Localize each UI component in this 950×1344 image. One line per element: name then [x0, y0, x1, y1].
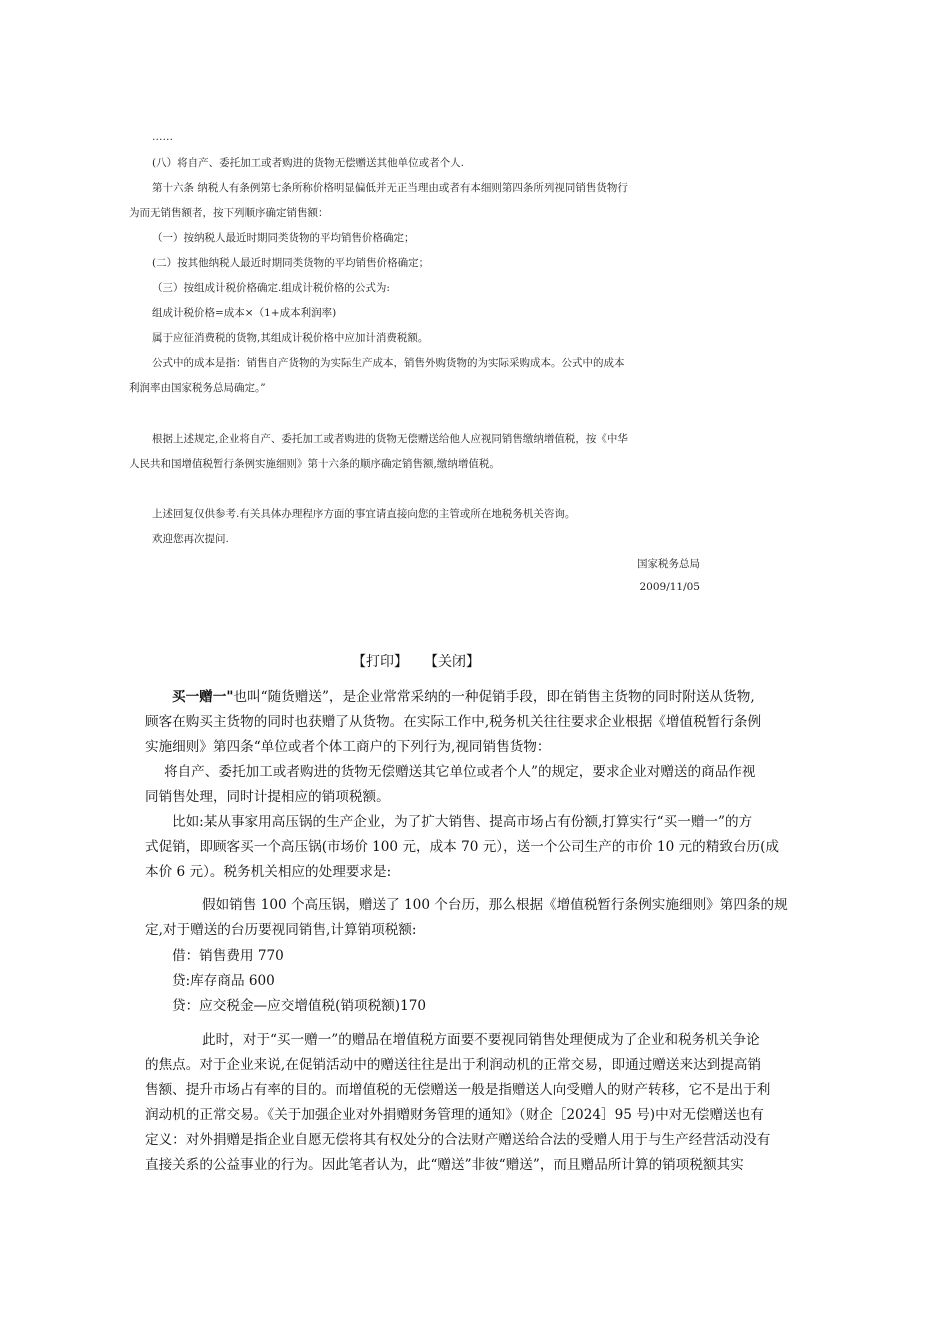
article-line: 定义：对外捐赠是指企业自愿无偿将其有权处分的合法财产赠送给合法的受赠人用于与生产经营活动没有: [145, 1132, 771, 1148]
notice-line: (八）将自产、委托加工或者购进的货物无偿赠送其他单位或者个人.: [152, 157, 464, 169]
print-link[interactable]: 【打印】: [352, 654, 408, 670]
notice-line: 为而无销售额者，按下列顺序确定销售额：: [129, 207, 329, 219]
notice-line: 欢迎您再次提问.: [152, 533, 229, 545]
article-intro-bold: 买一赠一": [172, 689, 234, 705]
article-line: 直接关系的公益事业的行为。因此笔者认为，此“赠送”非彼“赠送”，而且赠品所计算的销项税额其实: [145, 1157, 744, 1173]
close-link[interactable]: 【关闭】: [424, 654, 480, 670]
notice-line: （三）按组成计税价格确定.组成计税价格的公式为:: [152, 282, 390, 294]
notice-line: 上述回复仅供参考.有关具体办理程序方面的事宜请直接向您的主管或所在地税务机关咨询。: [152, 508, 576, 520]
article-line: 假如销售 100 个高压锅，赠送了 100 个台历，那么根据《增值税暂行条例实施细则》第四条的规: [202, 897, 788, 913]
journal-entry-debit: 借：销售费用 770: [172, 948, 284, 964]
article-line: 定,对于赠送的台历要视同销售,计算销项税额:: [145, 922, 417, 938]
notice-line: 根据上述规定,企业将自产、委托加工或者购进的货物无偿赠送给他人应视同销售缴纳增值税，按《中华: [152, 433, 628, 445]
article-line: 此时，对于“买一赠一”的赠品在增值税方面要不要视同销售处理便成为了企业和税务机关争论: [202, 1032, 760, 1048]
print-close-toolbar: [352, 651, 480, 671]
notice-line: 属于应征消费税的货物,其组成计税价格中应加计消费税额。: [152, 332, 429, 344]
article-intro: [172, 685, 755, 705]
article-line: 润动机的正常交易。《关于加强企业对外捐赠财务管理的通知》（财企［2024］95 号)中对无偿赠送也有: [145, 1107, 764, 1123]
article-line: 本价 6 元）。税务机关相应的处理要求是:: [145, 864, 392, 880]
notice-line: ……: [152, 131, 173, 143]
article-line: 将自产、委托加工或者购进的货物无偿赠送其它单位或者个人”的规定，要求企业对赠送的商品作视: [164, 764, 756, 780]
notice-line: 利润率由国家税务总局确定。”: [129, 382, 266, 394]
notice-line: (二）按其他纳税人最近时期同类货物的平均销售价格确定；: [152, 257, 430, 269]
article-line: 的焦点。对于企业来说,在促销活动中的赠送往往是出于利润动机的正常交易，即通过赠送来达到提高销: [145, 1057, 762, 1073]
article-line: 实施细则》第四条“单位或者个体工商户的下列行为,视同销售货物：: [145, 739, 551, 755]
notice-line: 第十六条 纳税人有条例第七条所称价格明显偏低并无正当理由或者有本细则第四条所列视同销售货物行: [152, 182, 628, 194]
journal-entry-credit: 贷:库存商品 600: [172, 973, 275, 989]
article-intro-text: 也叫“随货赠送”，是企业常常采纳的一种促销手段，即在销售主货物的同时附送从货物,: [233, 689, 755, 705]
article-line: 售额、提升市场占有率的目的。而增值税的无偿赠送一般是指赠送人向受赠人的财产转移，它不是出于利: [145, 1082, 771, 1098]
notice-date: 2009/11/05: [639, 581, 700, 593]
notice-line: 人民共和国增值税暂行条例实施细则》第十六条的顺序确定销售额,缴纳增值税。: [129, 458, 500, 470]
notice-signature: 国家税务总局: [637, 558, 700, 570]
journal-entry-credit: 贷：应交税金—应交增值税(销项税额)170: [172, 998, 427, 1014]
article-line: 顾客在购买主货物的同时也获赠了从货物。在实际工作中,税务机关往往要求企业根据《增值税暂行条例: [145, 714, 762, 730]
article-line: 比如:某从事家用高压锅的生产企业，为了扩大销售、提高市场占有份额,打算实行“买一赠一”的方: [172, 814, 753, 830]
notice-line: 公式中的成本是指：销售自产货物的为实际生产成本，销售外购货物的为实际采购成本。公式中的成本: [152, 357, 625, 369]
notice-line: 组成计税价格=成本×（1+成本利润率): [152, 307, 337, 319]
article-line: 同销售处理，同时计提相应的销项税额。: [145, 789, 390, 805]
notice-line: （一）按纳税人最近时期同类货物的平均销售价格确定；: [152, 232, 415, 244]
article-line: 式促销，即顾客买一个高压锅(市场价 100 元，成本 70 元），送一个公司生产的市价 10 元的精致台历(成: [145, 839, 780, 855]
